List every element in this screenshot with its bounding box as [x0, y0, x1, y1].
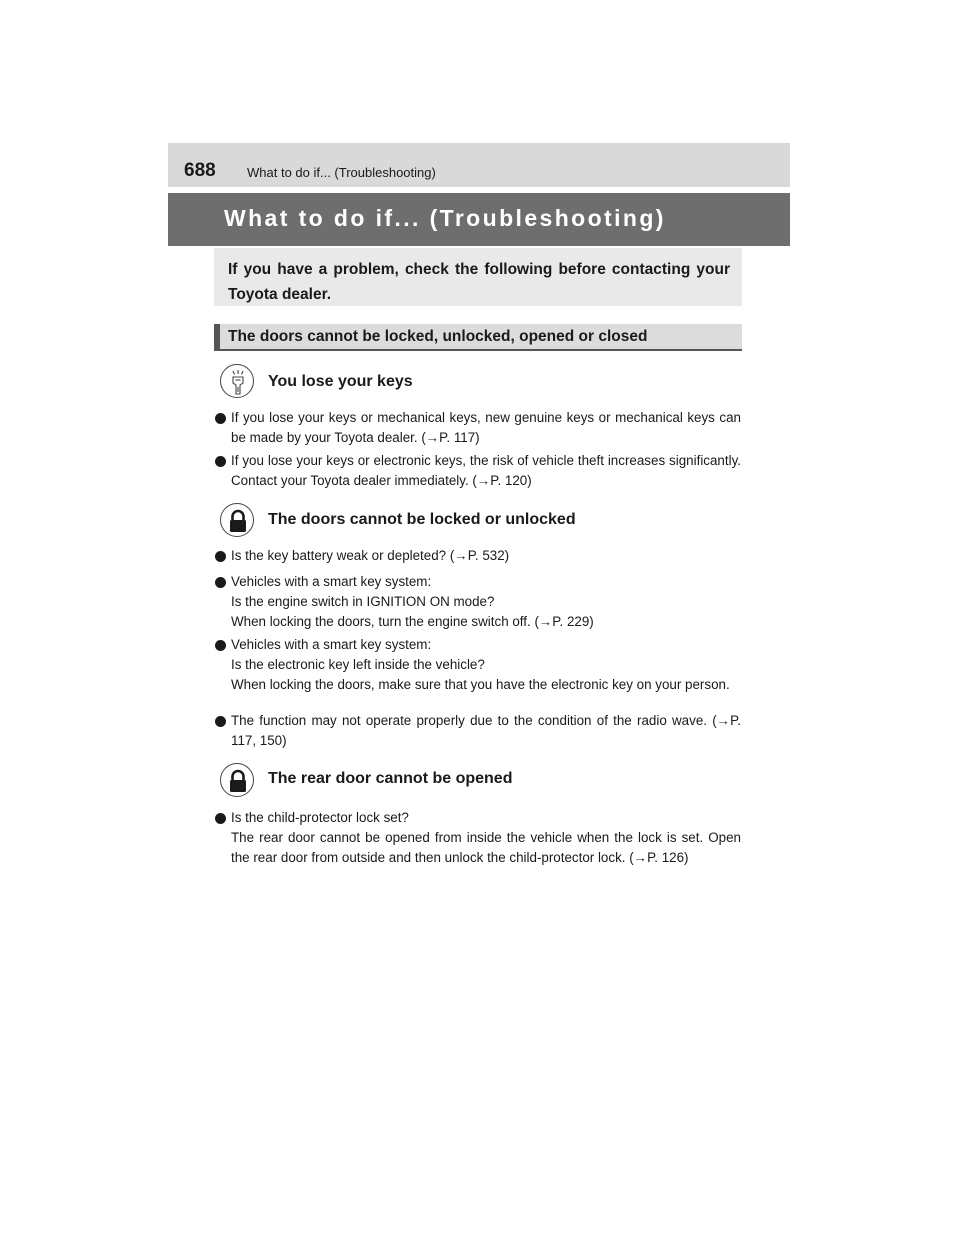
bullet-dot: [215, 551, 226, 562]
bullet-text: When locking the doors, turn the engine switch off. (→P. 229): [231, 614, 594, 629]
bullet-dot: [215, 716, 226, 727]
list-item: [215, 408, 741, 448]
subsection-heading-lost-keys: You lose your keys: [268, 373, 413, 390]
page-number: 688: [184, 160, 216, 181]
bullet-dot: [215, 640, 226, 651]
list-item: [215, 808, 741, 868]
section-heading: The doors cannot be locked, unlocked, opened or closed: [228, 328, 648, 345]
bullet-text: If you lose your keys or electronic keys, the risk of vehicle theft increases significantly. Contact your Toyota dealer immediately. (→P. 120): [231, 453, 741, 488]
key-icon: [220, 364, 254, 398]
bullet-text: When locking the doors, make sure that you have the electronic key on your person.: [231, 677, 730, 692]
bullet-text: Is the electronic key left inside the vehicle?: [231, 657, 485, 672]
list-item: [215, 711, 741, 751]
bullet-text: Vehicles with a smart key system:: [231, 637, 432, 652]
list-item: [215, 451, 741, 491]
subsection-heading-doors-lock: The doors cannot be locked or unlocked: [268, 511, 576, 528]
bullet-dot: [215, 813, 226, 824]
bullet-text: Is the key battery weak or depleted? (→P. 532): [231, 548, 510, 563]
running-head: What to do if... (Troubleshooting): [247, 165, 436, 180]
bullet-dot: [215, 456, 226, 467]
title-band: [168, 193, 790, 246]
intro-box: [214, 248, 742, 306]
section-heading-bar: [214, 324, 742, 351]
bullet-text: Vehicles with a smart key system:: [231, 574, 432, 589]
bullet-text: Is the engine switch in IGNITION ON mode?: [231, 594, 495, 609]
lock-icon: [220, 763, 254, 797]
intro-text: If you have a problem, check the following before contacting your Toyota dealer.: [228, 261, 730, 303]
bullet-text: The rear door cannot be opened from inside the vehicle when the lock is set. Open the rear door from outside and then unlock the child-protector lock. (→P. 126): [231, 830, 741, 865]
list-item: [215, 635, 741, 695]
bullet-text: If you lose your keys or mechanical keys, new genuine keys or mechanical keys can be made by your Toyota dealer. (→P. 117): [231, 410, 741, 445]
lock-icon: [220, 503, 254, 537]
bullet-text: The function may not operate properly due to the condition of the radio wave. (→P. 117, 150): [231, 713, 741, 748]
bullet-dot: [215, 413, 226, 424]
bullet-dot: [215, 577, 226, 588]
list-item: [215, 572, 741, 632]
subsection-heading-rear-door: The rear door cannot be opened: [268, 770, 513, 787]
bullet-text: Is the child-protector lock set?: [231, 810, 409, 825]
page-title: What to do if... (Troubleshooting): [224, 205, 666, 231]
list-item: [215, 546, 741, 566]
